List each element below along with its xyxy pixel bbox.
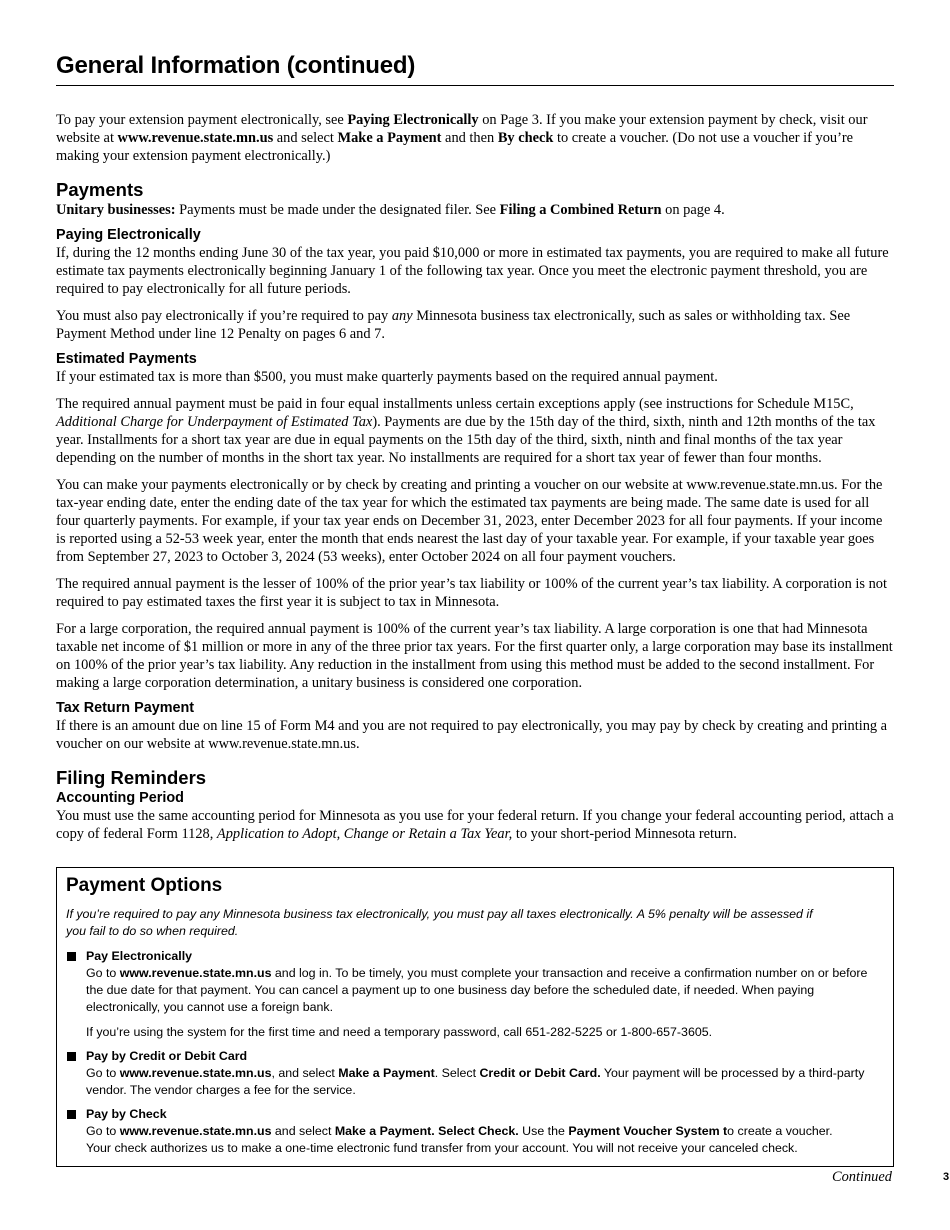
option-pay-electronically <box>66 948 884 1041</box>
page-number: 3 <box>943 1171 950 1183</box>
estimated-payments-paragraph-3: You can make your payments electronically or by check by creating and printing a voucher on our website at www.revenue.state.mn.us. For the tax-year ending date, enter the ending date of the tax year for which the estimated tax payments are being made. The same date is used for all four quarterly payments. For example, if your tax year ends on December 31, 2023, enter December 2023 for all four payments. If your income is reported using a 52-53 week year, enter the month that ends nearest the last day of your taxable year. For example, if your taxable year goes from September 27, 2023 to October 3, 2024 (53 weeks), enter October 2024 on all four payment vouchers. <box>56 477 883 565</box>
website-link[interactable]: www.revenue.state.mn.us <box>119 1124 272 1138</box>
square-bullet-icon <box>67 1052 76 1061</box>
payments-heading: Payments <box>56 179 144 200</box>
estimated-payments-paragraph-5: For a large corporation, the required annual payment is 100% of the current year’s tax liability. A large corporation is one that had Minnesota taxable net income of $1 million or more in any of the three prior tax years. For the first quarter only, a large corporation may base its installment on 100% of the prior year’s tax liability. Any reduction in the installment from using this method must be added to the second installment. For making a large corporation determination, a unitary business is considered one corporation. <box>56 621 893 691</box>
tax-return-payment-paragraph: If there is an amount due on line 15 of Form M4 and you are not required to pay electronically, you may pay by check by creating and printing a voucher on our website at www.revenue.state.mn.us. <box>56 718 888 752</box>
square-bullet-icon <box>67 952 76 961</box>
intro-paragraph: To pay your extension payment electronically, see Paying Electronically on Page 3. If you make your extension payment by check, visit our website at www.revenue.state.mn.us and select Make a Payment and then By check to create a voucher. (Do not use a voucher if you’re making your extension payment electronically.) <box>56 112 868 164</box>
paying-electronically-heading: Paying Electronically <box>56 227 201 243</box>
option-title: Pay by Credit or Debit Card <box>86 1049 248 1063</box>
option-text: Go to www.revenue.state.mn.us and log in. To be timely, you must complete your transaction and receive a confirmation number on or before the due date for that payment. You can cancel a payment up to one business day before the scheduled date, if needed. When paying electronically, you cannot use a foreign bank. <box>86 966 868 1014</box>
estimated-payments-paragraph-4: The required annual payment is the lesser of 100% of the prior year’s tax liability or 100% of the current year’s tax liability. A corporation is not required to pay estimated taxes the first year it is subject to tax in Minnesota. <box>56 576 887 610</box>
option-text-phone: If you’re using the system for the first time and need a temporary password, call 651-282-5225 or 1-800-657-3605. <box>86 1025 713 1039</box>
square-bullet-icon <box>67 1110 76 1119</box>
paying-electronically-paragraph-2: You must also pay electronically if you’re required to pay any Minnesota business tax electronically, such as sales or withholding tax. See Payment Method under line 12 Penalty on pages 6 and 7. <box>56 308 851 342</box>
payment-options-title: Payment Options <box>66 875 223 896</box>
estimated-payments-paragraph-2: The required annual payment must be paid in four equal installments unless certain exceptions apply (see instructions for Schedule M15C, Additional Charge for Underpayment of Estimated Tax). Payments are due by the 15th day of the third, sixth, ninth and 12th months of the tax year. Installments for a short tax year are due in equal payments on the 15th day of the third, sixth, ninth and final months of the tax year depending on the number of months in the short tax year. No installments are required for a short tax year of fewer than four months. <box>56 396 876 466</box>
unitary-paragraph: Unitary businesses: Payments must be made under the designated filer. See Filing a Combined Return on page 4. <box>56 202 725 218</box>
continued-label: Continued <box>832 1169 892 1185</box>
estimated-payments-heading: Estimated Payments <box>56 351 197 367</box>
website-link[interactable]: www.revenue.state.mn.us <box>119 966 272 980</box>
page-title: General Information (continued) <box>56 52 416 79</box>
option-text-check-note: Your check authorizes us to make a one-time electronic fund transfer from your account. You will not receive your canceled check. <box>86 1141 798 1155</box>
payment-options-box <box>56 867 894 1167</box>
website-link[interactable]: www.revenue.state.mn.us <box>117 130 274 146</box>
accounting-period-paragraph: You must use the same accounting period for Minnesota as you use for your federal return. If you change your federal accounting period, attach a copy of federal Form 1128, Application to Adopt, Change or Retain a Tax Year, to your short-period Minnesota return. <box>56 808 894 842</box>
website-link[interactable]: www.revenue.state.mn.us <box>119 1066 272 1080</box>
accounting-period-heading: Accounting Period <box>56 790 184 806</box>
option-pay-by-check <box>66 1106 884 1157</box>
option-title: Pay by Check <box>86 1107 167 1121</box>
option-title: Pay Electronically <box>86 949 193 963</box>
tax-return-payment-heading: Tax Return Payment <box>56 700 195 716</box>
estimated-payments-paragraph-1: If your estimated tax is more than $500, you must make quarterly payments based on the required annual payment. <box>56 369 718 385</box>
filing-reminders-heading: Filing Reminders <box>56 767 207 788</box>
paying-electronically-paragraph-1: If, during the 12 months ending June 30 of the tax year, you paid $10,000 or more in estimated tax payments, you are required to make all future estimate tax payments electronically beginning January 1 of the following tax year. Once you meet the electronic payment threshold, you are required to pay electronically for all future periods. <box>56 245 889 297</box>
option-text: Go to www.revenue.state.mn.us and select Make a Payment. Select Check. Use the Payment Voucher System to create a voucher. <box>86 1124 833 1138</box>
main-content <box>56 111 894 852</box>
payment-options-intro: If you’re required to pay any Minnesota business tax electronically, you must pay all taxes electronically. A 5% penalty will be assessed if you fail to do so when required. <box>66 907 813 938</box>
option-pay-by-card <box>66 1048 884 1099</box>
option-text: Go to www.revenue.state.mn.us, and select Make a Payment. Select Credit or Debit Card. Your payment will be processed by a third-party vendor. The vendor charges a fee for the service. <box>86 1066 865 1097</box>
title-divider <box>56 85 894 86</box>
